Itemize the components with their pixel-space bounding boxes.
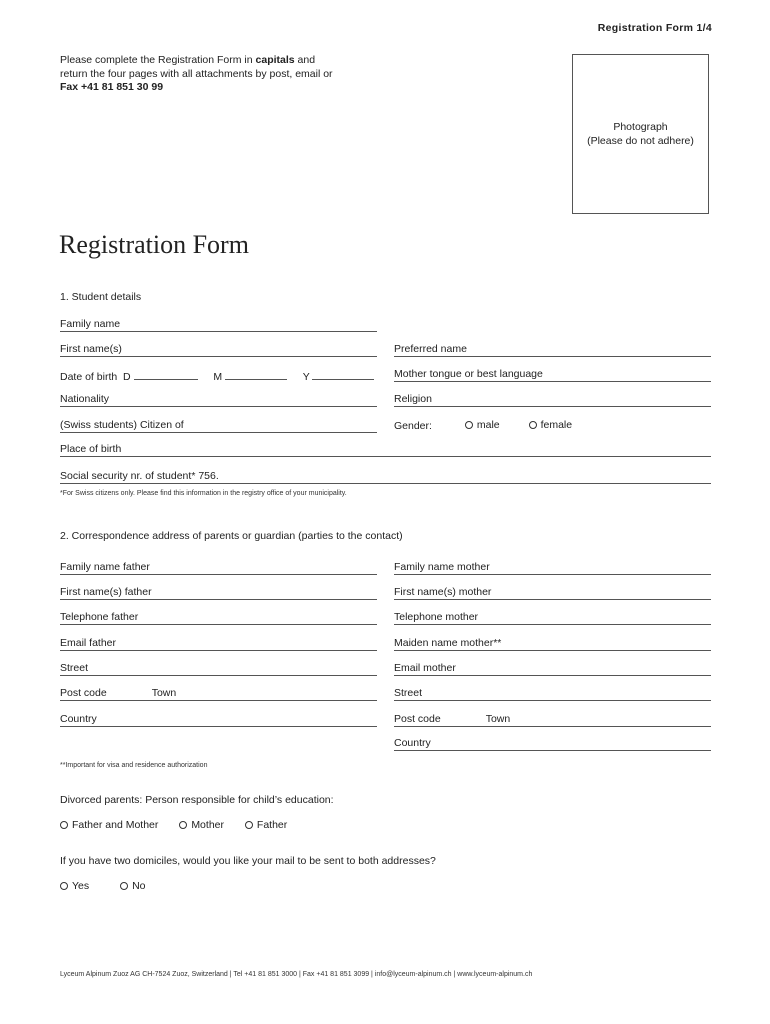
religion-field[interactable]	[394, 392, 711, 407]
first-names-father-label: First name(s) father	[60, 586, 152, 598]
gender-row	[394, 418, 590, 433]
post-code-father-label: Post code	[60, 687, 107, 699]
mother-tongue-label: Mother tongue or best language	[394, 368, 543, 380]
photograph-label: Photograph	[613, 121, 668, 133]
email-father-field[interactable]	[60, 636, 377, 651]
street-father-field[interactable]	[60, 661, 377, 676]
section-1-heading: 1. Student details	[60, 291, 142, 303]
radio-circle-icon	[465, 421, 473, 429]
gender-male-option[interactable]	[465, 418, 500, 432]
family-name-mother-label: Family name mother	[394, 561, 490, 573]
intro-fax: Fax +41 81 851 30 99	[60, 81, 164, 93]
postcode-town-mother-field[interactable]	[394, 712, 711, 727]
intro-text	[60, 54, 390, 95]
radio-circle-icon	[60, 821, 68, 829]
radio-circle-icon	[179, 821, 187, 829]
gender-label: Gender:	[394, 420, 432, 432]
social-security-field[interactable]	[60, 469, 711, 484]
option-father[interactable]	[245, 819, 287, 831]
maiden-name-mother-label: Maiden name mother**	[394, 637, 502, 649]
date-of-birth-row	[60, 367, 377, 384]
radio-circle-icon	[60, 882, 68, 890]
dob-month-field[interactable]	[225, 367, 287, 380]
section-1-footnote: *For Swiss citizens only. Please find this information in the registry office of your municipality.	[60, 490, 347, 497]
first-names-father-field[interactable]	[60, 585, 377, 600]
place-of-birth-field[interactable]	[60, 442, 711, 457]
street-mother-label: Street	[394, 687, 423, 699]
dob-day-field[interactable]	[134, 367, 198, 380]
place-of-birth-label: Place of birth	[60, 443, 122, 455]
telephone-father-field[interactable]	[60, 610, 377, 625]
nationality-label: Nationality	[60, 393, 110, 405]
option-no[interactable]	[120, 880, 145, 892]
dob-label: Date of birth	[60, 371, 118, 383]
intro-line1-post: and	[294, 54, 316, 66]
maiden-name-mother-field[interactable]	[394, 636, 711, 651]
option-father-and-mother[interactable]	[60, 819, 158, 831]
option-no-label: No	[132, 880, 146, 892]
mother-tongue-field[interactable]	[394, 367, 711, 382]
postcode-town-father-field[interactable]	[60, 686, 377, 701]
nationality-field[interactable]	[60, 392, 377, 407]
post-code-mother-label: Post code	[394, 713, 441, 725]
option-yes-label: Yes	[72, 880, 90, 892]
radio-circle-icon	[120, 882, 128, 890]
country-mother-field[interactable]	[394, 736, 711, 751]
photograph-box	[572, 54, 709, 214]
first-names-label: First name(s)	[60, 343, 122, 355]
option-yes[interactable]	[60, 880, 89, 892]
page-footer: Lyceum Alpinum Zuoz AG CH-7524 Zuoz, Switzerland | Tel +41 81 851 3000 | Fax +41 81 851 3099 | info@lyceum-alpinum.ch | www.lyceum-alpinum.ch	[60, 971, 533, 978]
first-names-mother-field[interactable]	[394, 585, 711, 600]
town-father-label: Town	[151, 687, 177, 699]
family-name-father-label: Family name father	[60, 561, 150, 573]
email-mother-label: Email mother	[394, 662, 456, 674]
option-mother-label: Mother	[191, 819, 224, 831]
religion-label: Religion	[394, 393, 432, 405]
family-name-father-field[interactable]	[60, 560, 377, 575]
dob-day-label: D	[123, 371, 131, 383]
country-father-field[interactable]	[60, 712, 377, 727]
family-name-field[interactable]	[60, 317, 377, 332]
page-title: Registration Form	[59, 230, 249, 259]
preferred-name-label: Preferred name	[394, 343, 467, 355]
divorced-options	[60, 819, 305, 832]
dob-year-label: Y	[302, 371, 310, 383]
town-mother-label: Town	[485, 713, 511, 725]
street-mother-field[interactable]	[394, 686, 711, 701]
telephone-father-label: Telephone father	[60, 611, 139, 623]
citizen-of-label: (Swiss students) Citizen of	[60, 419, 184, 431]
email-father-label: Email father	[60, 637, 117, 649]
street-father-label: Street	[60, 662, 89, 674]
option-mother[interactable]	[179, 819, 224, 831]
domiciles-question: If you have two domiciles, would you like your mail to be sent to both addresses?	[60, 855, 436, 867]
telephone-mother-field[interactable]	[394, 610, 711, 625]
gender-male-label: male	[476, 419, 500, 431]
page-number: Registration Form 1/4	[597, 22, 712, 34]
option-father-label: Father	[256, 819, 288, 831]
section-2-heading: 2. Correspondence address of parents or guardian (parties to the contact)	[60, 530, 403, 542]
email-mother-field[interactable]	[394, 661, 711, 676]
radio-circle-icon	[245, 821, 253, 829]
social-security-label: Social security nr. of student* 756.	[60, 470, 219, 482]
first-names-mother-label: First name(s) mother	[394, 586, 492, 598]
intro-line2: return the four pages with all attachments by post, email or	[60, 67, 333, 80]
citizen-of-field[interactable]	[60, 418, 377, 433]
preferred-name-field[interactable]	[394, 342, 711, 357]
intro-line1-pre: Please complete the Registration Form in	[60, 54, 256, 66]
photograph-note: (Please do not adhere)	[587, 135, 694, 147]
country-mother-label: Country	[394, 737, 431, 749]
gender-female-label: female	[540, 419, 573, 431]
country-father-label: Country	[60, 713, 97, 725]
radio-circle-icon	[529, 421, 537, 429]
option-father-and-mother-label: Father and Mother	[72, 819, 159, 831]
dob-year-field[interactable]	[312, 367, 374, 380]
intro-line1-bold: capitals	[255, 54, 295, 66]
divorced-question: Divorced parents: Person responsible for child’s education:	[60, 794, 334, 806]
family-name-label: Family name	[60, 318, 121, 330]
first-names-field[interactable]	[60, 342, 377, 357]
family-name-mother-field[interactable]	[394, 560, 711, 575]
dob-month-label: M	[213, 371, 223, 383]
gender-female-option[interactable]	[529, 418, 573, 432]
domiciles-options	[60, 880, 164, 893]
section-2-footnote: **Important for visa and residence authorization	[60, 762, 208, 769]
telephone-mother-label: Telephone mother	[394, 611, 479, 623]
